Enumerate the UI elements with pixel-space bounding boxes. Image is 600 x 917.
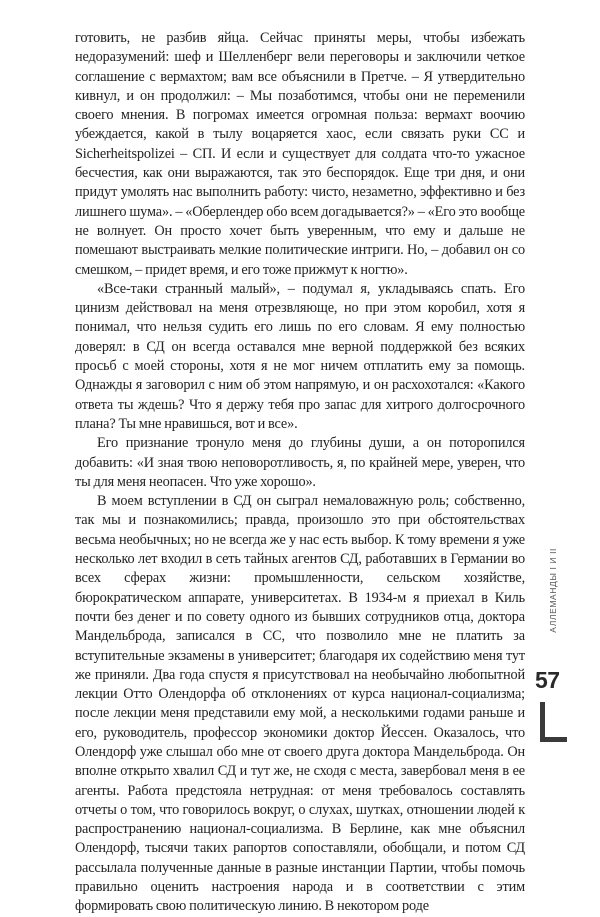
- page-margin-marker: [532, 540, 572, 750]
- running-head: АЛЛЕМАНДЫ I И II: [548, 548, 558, 633]
- paragraph: «Все-таки странный малый», – подумал я, укладываясь спать. Его цинизм действовал на меня отрезвляюще, но при этом коробил, хотя я понимал, что нельзя судить его лишь по его словам. Я ему полностью доверял: в СД он всегда оставался мне верной поддержкой без всяких просьб с моей стороны, хотя я не мог ничем отплатить ему за помощь. Однажды я заговорил с ним об этом напрямую, и он расхохотался: «Какого ответа ты ждешь? Что я держу тебя про запас для хитрого долгосрочного плана? Ты мне нравишься, вот и все».: [75, 280, 525, 432]
- corner-mark-icon: [540, 702, 545, 742]
- paragraph: готовить, не разбив яйца. Сейчас приняты меры, чтобы избежать недоразумений: шеф и Шелленберг вели переговоры и заключили четкое соглашение с вермахтом; вам все объяснили в Претче. – Я утвердительно кивнул, и он продолжил: – Мы позаботимся, чтобы они не переменили своего мнения. В погромах имеется огромная польза: вермахт воочию убеждается, какой в тылу воцаряется хаос, если связать руки СС и Sicherheitspolizei – СП. И если и существует для солдата что-то ужасное бесчестия, как они выражаются, так это беспорядок. Еще три дня, и они придут умолять нас выполнить работу: чисто, незаметно, эффективно и без лишнего шума». – «Оберлендер обо всем догадывается?» – «Его это вообще не волнует. Он просто хочет быть уверенным, что ему и дальше не помешают выстраивать мелкие политические интриги. Но, – добавил он со смешком, – придет время, и его тоже прижмут к ногтю».: [75, 30, 525, 278]
- page-number: 57: [535, 667, 560, 693]
- paragraph: Его признание тронуло меня до глубины души, а он поторопился добавить: «И зная твою неповоротливость, я, по крайней мере, уверен, что ты для меня неопасен. Что уже хорошо».: [75, 435, 525, 490]
- body-text: [75, 29, 525, 915]
- corner-mark-icon: [540, 737, 567, 742]
- paragraph: В моем вступлении в СД он сыграл немаловажную роль; собственно, так мы и познакомились; правда, произошло это при обстоятельствах весьма необычных; но не всегда же у нас есть выбор. К тому времени я уже несколько лет входил в сеть тайных агентов СД, работавших в Германии во всех сферах жизни: промышленности, сельском хозяйстве, бюрократическом аппарате, университетах. В 1934-м я приехал в Киль почти без денег и по совету одного из бывших сотрудников отца, доктора Мандельброда, записался в СС, что позволило мне не платить за вступительные экзамены в университет; благодаря их содействию меня тут же приняли. Два года спустя я присутствовал на необычайно любопытной лекции Отто Олендорфа об отклонениях от курса национал-социализма; после лекции меня представили ему мой, а несколькими годами раньше и его, руководитель, профессор экономики доктор Йессен. Оказалось, что Олендорф уже слышал обо мне от своего друга доктора Мандельброда. Он вполне открыто хвалил СД и тут же, не сходя с места, завербовал меня в ее агенты. Работа предстояла нетрудная: от меня требовалось составлять отчеты о том, что говорилось вокруг, о слухах, шутках, отношении людей к распространению национал-социализма. В Берлине, как мне объяснил Олендорф, тысячи таких рапортов сопоставляли, обобщали, и потом СД рассылала полученные данные в разные инстанции Партии, чтобы помочь правильно оценить настроения народа и в соответствии с этим формировать свою политическую линию. В некотором роде: [75, 493, 525, 915]
